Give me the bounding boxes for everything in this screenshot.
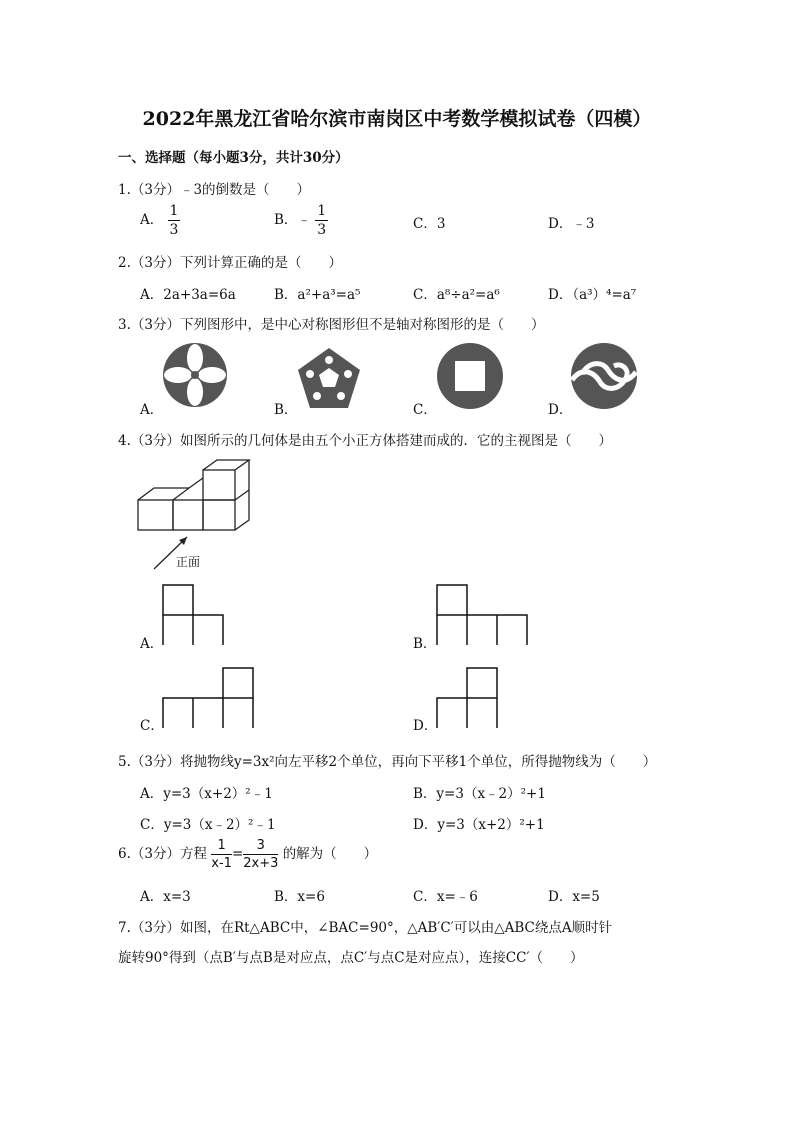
q6-f2-numerator: 3 <box>243 839 278 855</box>
q5-option-a: A．y=3（x+2）²﹣1 <box>140 786 273 802</box>
q1-a-denominator: 3 <box>169 222 179 238</box>
question-1-stem: 1.（3分）﹣3的倒数是（ ） <box>118 182 311 198</box>
q3-figure-d-swirl-circle <box>570 342 638 410</box>
q6-equals: = <box>231 846 244 862</box>
q6-option-b: B．x=6 <box>274 889 325 905</box>
q3-figure-b-pentagon-ring <box>296 346 362 410</box>
question-5-stem: 5.（3分）将抛物线y=3x²向左平移2个单位，再向下平移1个单位，所得抛物线为（ ） <box>118 754 657 770</box>
q4-option-d-figure <box>436 667 498 729</box>
q4-front-view-label: 正面 <box>176 555 201 569</box>
q3-figure-a-four-petal-circle <box>162 342 228 408</box>
q3-option-c: C． <box>413 402 437 418</box>
q6-f1-denominator: x-1 <box>211 856 232 871</box>
q6-option-a: A．x=3 <box>140 889 191 905</box>
page-title: 2022年黑龙江省哈尔滨市南岗区中考数学模拟试卷（四模） <box>142 108 652 130</box>
question-3-stem: 3.（3分）下列图形中，是中心对称图形但不是轴对称图形的是（ ） <box>118 317 545 333</box>
q2-option-a: A．2a+3a=6a <box>140 287 236 303</box>
q4-option-c-figure <box>162 667 254 729</box>
q4-option-b-figure <box>436 584 528 646</box>
q6-option-c: C．x=﹣6 <box>413 889 478 905</box>
q1-option-c: C．3 <box>413 216 446 232</box>
question-6-stem <box>118 839 377 870</box>
q1-option-b <box>274 204 328 237</box>
q4-option-a: A． <box>140 636 164 652</box>
question-7-line-2: 旋转90°得到（点B′与点B是对应点，点C′与点C是对应点），连接CC′（ ） <box>118 950 584 966</box>
q3-option-a: A． <box>140 402 164 418</box>
q6-fraction-2 <box>243 839 278 870</box>
q6-stem-prefix: 6.（3分）方程 <box>118 846 207 862</box>
q1-option-a-label: A． <box>140 212 164 228</box>
q2-option-c: C．a⁸÷a²=a⁶ <box>413 287 500 303</box>
q1-option-b-label: B．﹣ <box>274 212 311 228</box>
q5-option-c: C．y=3（x﹣2）²﹣1 <box>140 817 276 833</box>
q1-option-b-fraction <box>315 204 328 237</box>
question-4-stem: 4.（3分）如图所示的几何体是由五个小正方体搭建而成的．它的主视图是（ ） <box>118 433 612 449</box>
q1-option-d: D．﹣3 <box>548 216 595 232</box>
q6-f2-denominator: 2x+3 <box>243 856 279 871</box>
q1-option-a <box>140 204 180 237</box>
q2-option-b: B．a²+a³=a⁵ <box>274 287 361 303</box>
q4-option-a-figure <box>162 584 224 646</box>
q3-figure-c-coin-with-square <box>436 342 504 410</box>
section-heading: 一、选择题（每小题3分，共计30分） <box>118 150 349 166</box>
question-7-line-1: 7.（3分）如图，在Rt△ABC中，∠BAC=90°，△AB′C′可以由△ABC绕点A顺时针 <box>118 920 613 936</box>
q3-option-d: D． <box>548 402 573 418</box>
q3-option-b: B． <box>274 402 298 418</box>
q5-option-b: B．y=3（x﹣2）²+1 <box>413 786 546 802</box>
q5-option-d: D．y=3（x+2）²+1 <box>413 817 545 833</box>
q6-option-d: D．x=5 <box>548 889 600 905</box>
q4-option-d: D． <box>413 718 438 734</box>
q6-stem-suffix: 的解为（ ） <box>282 846 378 862</box>
q6-f1-numerator: 1 <box>211 839 232 855</box>
q4-option-b: B． <box>413 636 437 652</box>
q1-b-denominator: 3 <box>317 222 327 238</box>
q1-a-numerator: 1 <box>169 203 179 219</box>
q6-fraction-1 <box>211 839 232 870</box>
question-2-stem: 2.（3分）下列计算正确的是（ ） <box>118 255 342 271</box>
q2-option-d: D．（a³）⁴=a⁷ <box>548 287 637 303</box>
q4-option-c: C． <box>140 718 164 734</box>
q1-b-numerator: 1 <box>317 203 327 219</box>
q1-option-a-fraction <box>168 204 181 237</box>
